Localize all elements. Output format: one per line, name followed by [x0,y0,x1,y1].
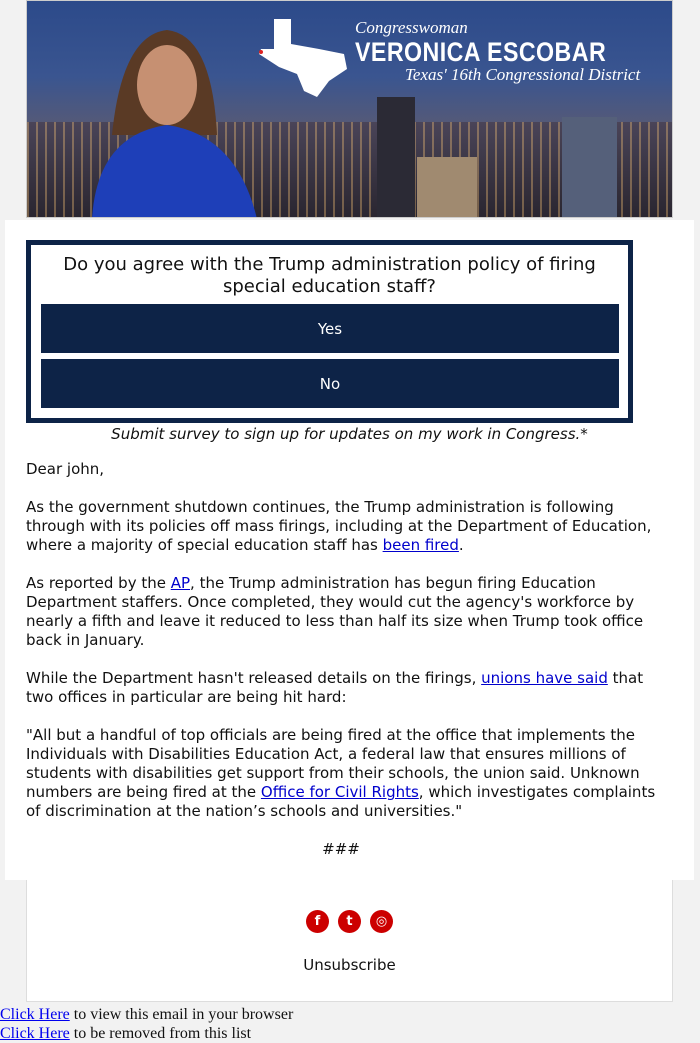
unsubscribe-link[interactable]: Unsubscribe [303,956,396,974]
text: that two offices in particular are being hit hard: [26,669,644,706]
paragraph-4 [26,726,656,821]
banner-title-prefix: Congresswoman [355,18,468,37]
survey-question: Do you agree with the Trump administration policy of firing special education staff? [63,254,596,297]
remove-from-list-link[interactable]: Click Here [0,1025,70,1042]
congresswoman-photo [72,15,262,218]
survey-box [26,240,633,423]
unions-link[interactable]: unions have said [481,669,608,687]
text: As the government shutdown continues, the Trump administration is following through with its policies off mass firings, including at the Department of Education, where a majority of special education staff has [26,498,652,554]
text: As reported by the [26,574,171,592]
facebook-icon[interactable]: f [306,910,329,933]
survey-no-button[interactable]: No [41,359,619,408]
text: . [458,536,464,554]
banner-name: VERONICA ESCOBAR [355,37,607,67]
paragraph-3 [26,669,656,707]
texas-map-icon [259,19,349,97]
paragraph-1 [26,498,656,555]
ap-link[interactable]: AP [170,574,191,592]
text: While the Department hasn't released details on the firings, [26,669,482,687]
greeting: Dear john, [26,460,105,478]
instagram-icon[interactable]: ◎ [370,910,393,933]
footer [26,880,673,1002]
email-content [5,220,694,880]
banner-district: Texas' 16th Congressional District [405,65,641,84]
view-in-browser-link[interactable]: Click Here [0,1006,70,1023]
twitter-icon[interactable]: t [338,910,361,933]
bottom-links [0,1005,293,1043]
text: "All but a handful of top officials are being fired at the office that implements the Individuals with Disabilities Education Act, a federal law that ensures millions of students with disabilities get support from their schools, the union said. Unknown numbers are being fired at the [26,726,640,801]
been-fired-link[interactable]: been fired [382,536,459,554]
text: to view this email in your browser [69,1006,294,1023]
text: , which investigates complaints of discrimination at the nation’s schools and universities." [26,783,656,820]
survey-yes-button[interactable]: Yes [41,304,619,353]
civil-rights-link[interactable]: Office for Civil Rights [260,783,419,801]
paragraph-2 [26,574,656,650]
header-banner [26,0,673,218]
text: , the Trump administration has begun firing Education Department staffers. Once completed, they would cut the agency's workforce by nearly a fifth and leave it reduced to less than half its size when Trump took office back in January. [26,574,644,649]
text: to be removed from this list [69,1025,252,1042]
email-body [26,460,656,878]
end-marker: ### [322,840,360,858]
social-links [27,910,672,933]
survey-note: Submit survey to sign up for updates on my work in Congress.* [111,425,588,443]
